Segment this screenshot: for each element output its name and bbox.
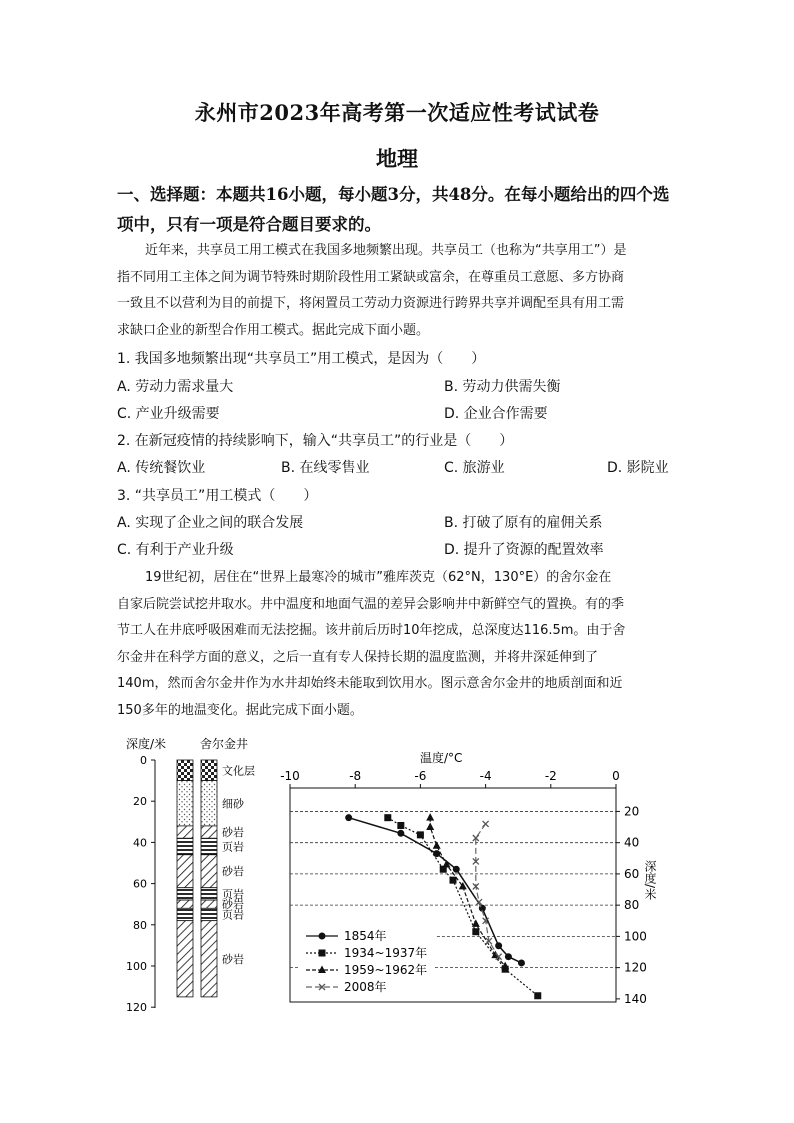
y-tick-label: 80: [624, 898, 640, 913]
x-tick-label: -8: [349, 769, 362, 783]
legend-label: 1959~1962年: [344, 963, 428, 977]
exam-title: 永州市2023年高考第一次适应性考试试卷: [194, 100, 600, 125]
stratum-block: [177, 908, 193, 920]
well-label: 舍尔金井: [200, 737, 249, 751]
stratum-label: 页岩: [222, 840, 244, 854]
depth-tick-label: 0: [140, 754, 147, 767]
y-axis-label: [643, 860, 657, 900]
option-a: A. 实现了企业之间的联合发展: [117, 515, 304, 531]
stratum-block: [177, 900, 193, 908]
option-a: A. 传统餐饮业: [117, 460, 206, 476]
x-tick-label: -4: [479, 769, 492, 783]
option-c: C. 产业升级需要: [117, 406, 220, 422]
data-point: [426, 823, 434, 831]
stratum-block: [201, 921, 217, 997]
data-point: [450, 877, 457, 884]
passage-1: [117, 238, 682, 344]
subject-title: 地理: [376, 146, 418, 171]
series-line: [430, 818, 505, 966]
stratum-block: [177, 888, 193, 900]
strata-column: [177, 760, 255, 997]
y-axis-label-text: 深度/米: [643, 860, 657, 901]
depth-axis-label: 深度/米: [126, 737, 167, 751]
stratum-block: [177, 855, 193, 888]
x-ticks: [280, 769, 620, 788]
stratum-block: [177, 838, 193, 854]
legend-label: 2008年: [344, 980, 387, 994]
stratum-block: [201, 900, 217, 908]
option-d: D. 企业合作需要: [444, 406, 548, 422]
stratum-label: 细砂: [222, 797, 244, 811]
data-point: [433, 850, 440, 857]
depth-tick-label: 40: [133, 836, 147, 850]
temperature-depth-chart: [278, 748, 678, 1008]
stratum-block: [201, 908, 217, 920]
stratum-block: [177, 760, 193, 781]
passage-line: 一致且不以营利为目的前提下，将闲置员工劳动力资源进行跨界共享并调配至具有用工需: [117, 296, 625, 311]
series-4: [473, 821, 502, 960]
y-tick-label: 40: [624, 835, 640, 850]
data-point: [433, 841, 441, 849]
legend-marker: [319, 933, 326, 940]
question-stem: 3. “共享员工”用工模式（ ）: [117, 488, 318, 504]
x-axis-label: 温度/°C: [420, 751, 463, 765]
section-heading-line: 项中，只有一项是符合题目要求的。: [117, 215, 381, 234]
data-point: [397, 830, 404, 837]
depth-tick-label: 80: [133, 918, 147, 932]
passage-line: 150多年的地温变化。据此完成下面小题。: [117, 702, 363, 718]
stratum-label: 砂岩: [222, 865, 244, 879]
geologic-column-figure: [118, 733, 278, 1018]
stratum-block: [177, 826, 193, 838]
x-tick-label: -10: [280, 769, 300, 783]
question-stem: 2. 在新冠疫情的持续影响下，输入“共享员工”的行业是（ ）: [117, 433, 514, 449]
data-point: [345, 814, 352, 821]
passage-line: 近年来，共享员工用工模式在我国多地频繁出现。共享员工（也称为“共享用工”）是: [145, 243, 627, 258]
stratum-label: 砂岩: [222, 952, 244, 966]
data-point: [417, 831, 424, 838]
passage-line: 140m，然而舍尔金井作为水井却始终未能取到饮用水。图示意舍尔金井的地质剖面和近: [117, 676, 623, 691]
stratum-block: [177, 921, 193, 997]
depth-ticks: [126, 754, 155, 1014]
stratum-block: [177, 781, 193, 826]
data-point: [472, 928, 479, 935]
data-point: [495, 942, 502, 949]
y-tick-label: 140: [624, 991, 647, 1006]
option-b: B. 打破了原有的雇佣关系: [444, 515, 603, 531]
x-tick-label: -6: [414, 769, 427, 783]
section-heading-line: 一、选择题：本题共16小题，每小题3分，共48分。在每小题给出的四个选: [117, 185, 670, 204]
x-tick-label: -2: [544, 769, 557, 783]
data-point: [426, 813, 434, 821]
data-point: [518, 959, 525, 966]
stratum-block: [201, 781, 217, 826]
passage-line: 求缺口企业的新型合作用工模式。据此完成下面小题。: [117, 322, 430, 338]
passage-line: 指不同用工主体之间为调节特殊时期阶段性用工紧缺或富余，在尊重员工意愿、多方协商: [117, 269, 625, 285]
passage-line: 节工人在井底呼吸困难而无法挖掘。该井前后历时10年挖成，总深度达116.5m。由于舍: [117, 623, 626, 638]
stratum-block: [201, 855, 217, 888]
y-tick-label: 20: [624, 804, 640, 819]
y-tick-label: 60: [624, 866, 640, 881]
stratum-block: [201, 826, 217, 838]
option-d: D. 提升了资源的配置效率: [444, 542, 604, 558]
option-b: B. 在线零售业: [281, 460, 370, 476]
data-point: [453, 866, 460, 873]
stratum-label: 页岩: [222, 908, 244, 922]
depth-tick-label: 100: [126, 960, 147, 973]
legend-label: 1934~1937年: [344, 946, 428, 960]
stratum-label: 砂岩: [222, 898, 244, 912]
data-point: [534, 992, 541, 999]
passage-line: 19世纪初，居住在“世界上最寒冷的城市”雅库茨克（62°N，130°E）的舍尔金在: [145, 570, 612, 585]
stratum-block: [201, 888, 217, 900]
passage-2: [117, 565, 682, 724]
data-point: [472, 919, 480, 927]
y-tick-label: 120: [624, 960, 647, 975]
legend-marker: [319, 950, 326, 957]
stratum-block: [201, 760, 217, 781]
passage-line: 自家后院尝试挖井取水。井中温度和地面气温的差异会影响井中新鲜空气的置换。有的季: [117, 596, 625, 612]
y-ticks: [616, 804, 647, 1005]
legend-label: 1854年: [344, 929, 387, 943]
option-c: C. 旅游业: [444, 460, 505, 476]
depth-tick-label: 60: [133, 877, 147, 891]
stratum-label: 砂岩: [222, 826, 244, 840]
passage-line: 尔金井在科学方面的意义，之后一直有专人保持长期的温度监测，并将井深延伸到了: [117, 649, 599, 665]
stratum-label: 页岩: [222, 887, 244, 901]
data-point: [397, 822, 404, 829]
data-point: [483, 821, 489, 827]
y-tick-label: 100: [624, 929, 647, 944]
option-d: D. 影院业: [607, 460, 669, 476]
option-a: A. 劳动力需求量大: [117, 379, 234, 395]
data-point: [505, 953, 512, 960]
depth-tick-label: 20: [133, 795, 147, 809]
option-c: C. 有利于产业升级: [117, 542, 234, 558]
x-tick-label: 0: [612, 769, 620, 783]
stratum-block: [201, 838, 217, 854]
stratum-label: 文化层: [222, 764, 255, 778]
depth-tick-label: 120: [126, 1001, 147, 1015]
section-heading: [117, 180, 682, 240]
option-b: B. 劳动力供需失衡: [444, 379, 561, 395]
data-point: [384, 814, 391, 821]
question-stem: 1. 我国多地频繁出现“共享员工”用工模式，是因为（ ）: [117, 351, 486, 367]
